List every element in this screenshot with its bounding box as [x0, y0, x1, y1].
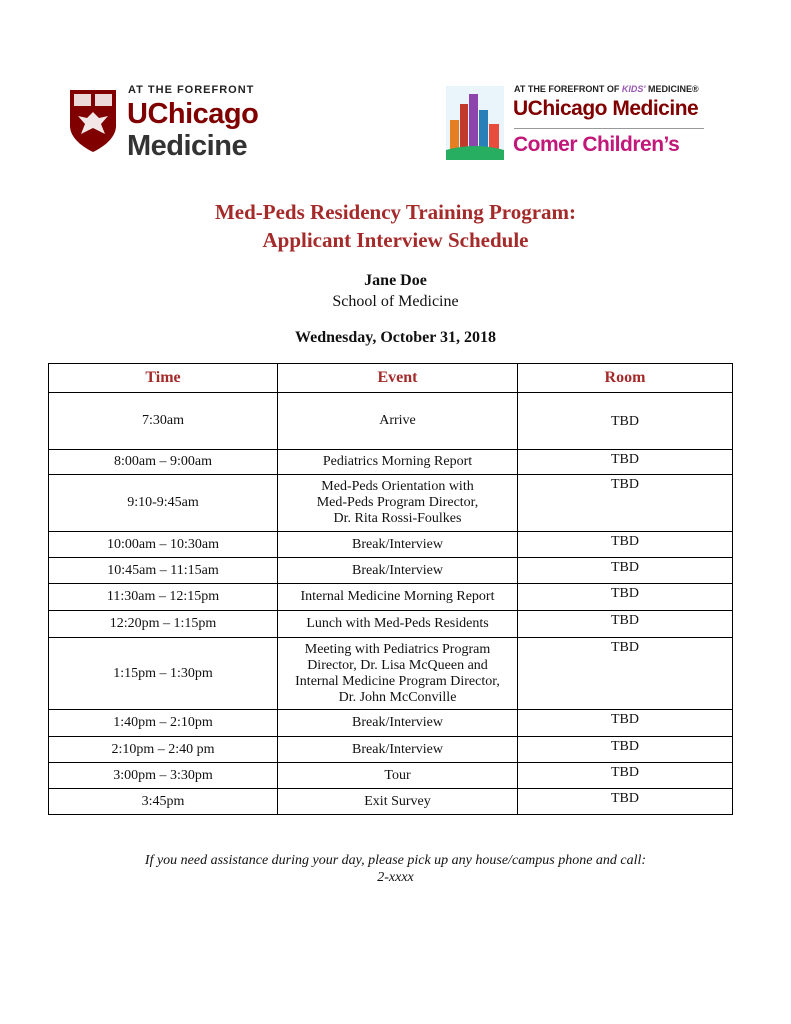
event-line: Med-Peds Orientation with — [321, 479, 474, 494]
cell-room: TBD — [518, 638, 733, 710]
header-room: Room — [518, 364, 733, 393]
table-row — [49, 475, 733, 532]
cell-room: TBD — [518, 584, 733, 611]
cell-event — [278, 558, 518, 584]
applicant-name: Jane Doe — [364, 272, 427, 289]
cell-room: TBD — [518, 789, 733, 815]
cell-room: TBD — [518, 532, 733, 558]
cell-event — [278, 450, 518, 475]
cell-room: TBD — [518, 450, 733, 475]
uchicago-medicine-logo — [68, 84, 288, 164]
event-line: Internal Medicine Morning Report — [300, 589, 495, 604]
page-title-line2: Applicant Interview Schedule — [262, 228, 529, 252]
cell-event — [278, 584, 518, 611]
event-line: Exit Survey — [364, 793, 431, 809]
event-line: Meeting with Pediatrics Program — [304, 641, 491, 657]
table-row — [49, 737, 733, 763]
logo-right-line1: UChicago Medicine — [513, 97, 699, 120]
cell-event — [278, 532, 518, 558]
event-line: Arrive — [379, 413, 416, 428]
logo-right-tagline: AT THE FOREFRONT OF KIDS' MEDICINE® — [514, 84, 699, 94]
cell-time: 10:00am – 10:30am — [49, 532, 278, 558]
cell-event — [278, 789, 518, 815]
interview-date: Wednesday, October 31, 2018 — [294, 329, 497, 346]
cell-time: 1:40pm – 2:10pm — [49, 710, 278, 737]
logo-right-line2: Comer Children’s — [513, 133, 680, 156]
header-event: Event — [278, 364, 518, 393]
cell-time: 1:15pm – 1:30pm — [49, 638, 278, 710]
cell-event — [278, 710, 518, 737]
cell-event — [278, 763, 518, 789]
event-line: Break/Interview — [352, 741, 443, 757]
cell-room: TBD — [518, 393, 733, 450]
table-row — [49, 710, 733, 737]
city-skyline-icon — [446, 86, 504, 160]
table-header-row — [49, 364, 733, 393]
cell-room: TBD — [518, 710, 733, 737]
footer-phone-number: 2-xxxx — [377, 870, 414, 885]
cell-time: 8:00am – 9:00am — [49, 450, 278, 475]
logo-left-tagline: AT THE FOREFRONT — [128, 84, 255, 96]
table-row — [49, 558, 733, 584]
cell-room: TBD — [518, 475, 733, 532]
cell-room: TBD — [518, 611, 733, 638]
event-line: Lunch with Med-Peds Residents — [306, 616, 489, 631]
event-line: Break/Interview — [352, 562, 443, 578]
event-line: Break/Interview — [352, 715, 443, 730]
cell-time: 2:10pm – 2:40 pm — [49, 737, 278, 763]
event-line: Break/Interview — [352, 536, 443, 552]
schedule-table — [48, 363, 733, 815]
table-row — [49, 532, 733, 558]
cell-room: TBD — [518, 763, 733, 789]
shield-icon — [68, 88, 118, 154]
header-time: Time — [49, 364, 278, 393]
cell-time: 10:45am – 11:15am — [49, 558, 278, 584]
table-row — [49, 611, 733, 638]
logo-divider — [514, 128, 704, 129]
logo-left-line2: Medicine — [127, 130, 248, 162]
event-line: Internal Medicine Program Director, — [295, 673, 500, 689]
footer-assistance-note: If you need assistance during your day, please pick up any house/campus phone and call: — [144, 853, 647, 868]
page-title-line1: Med-Peds Residency Training Program: — [214, 200, 577, 224]
event-line: Pediatrics Morning Report — [322, 454, 473, 469]
table-row — [49, 763, 733, 789]
cell-time: 11:30am – 12:15pm — [49, 584, 278, 611]
cell-time: 3:45pm — [49, 789, 278, 815]
logo-left-line1: UChicago — [127, 98, 259, 130]
cell-event — [278, 638, 518, 710]
table-row — [49, 450, 733, 475]
applicant-school: School of Medicine — [332, 293, 459, 310]
comer-childrens-logo — [446, 84, 746, 164]
cell-room: TBD — [518, 558, 733, 584]
table-row — [49, 584, 733, 611]
cell-event — [278, 475, 518, 532]
cell-time: 12:20pm – 1:15pm — [49, 611, 278, 638]
event-line: Director, Dr. Lisa McQueen and — [307, 657, 488, 673]
cell-time: 7:30am — [49, 393, 278, 450]
cell-time: 9:10-9:45am — [49, 475, 278, 532]
event-line: Dr. John McConville — [338, 689, 457, 705]
table-row — [49, 638, 733, 710]
event-line: Tour — [384, 767, 411, 783]
event-line: Med-Peds Program Director, — [316, 495, 479, 510]
event-line: Dr. Rita Rossi-Foulkes — [333, 511, 462, 526]
table-row — [49, 789, 733, 815]
table-row — [49, 393, 733, 450]
cell-event — [278, 737, 518, 763]
cell-room: TBD — [518, 737, 733, 763]
cell-event — [278, 611, 518, 638]
cell-event — [278, 393, 518, 450]
cell-time: 3:00pm – 3:30pm — [49, 763, 278, 789]
